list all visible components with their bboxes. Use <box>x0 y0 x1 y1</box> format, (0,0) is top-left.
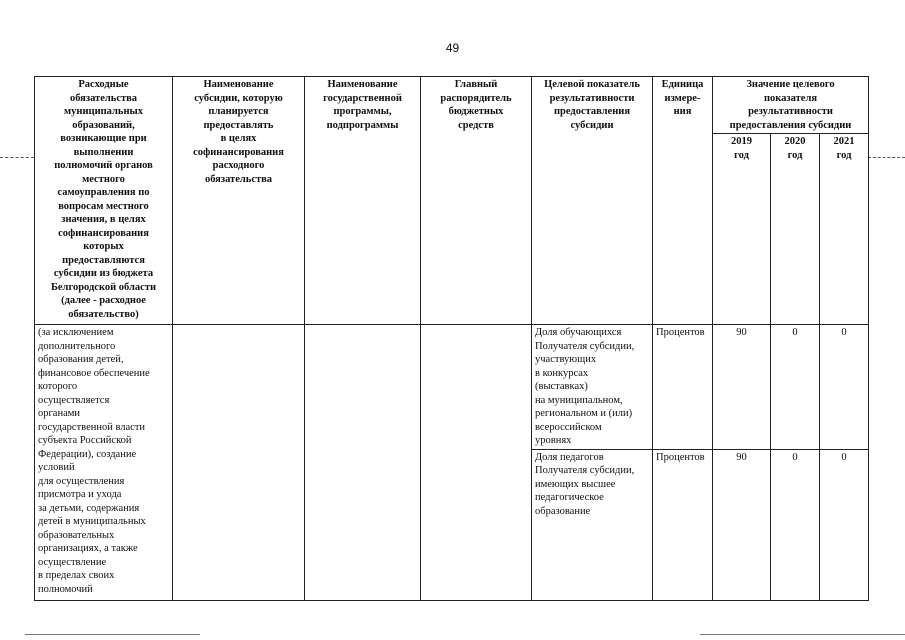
budget-manager-cell <box>421 325 532 601</box>
indicator-value-2019: 90 <box>713 325 771 450</box>
text-line: Наименование <box>203 79 274 90</box>
program-cell <box>305 325 421 601</box>
obligation-description <box>35 325 173 601</box>
text-line: предоставления субсидии <box>729 119 852 131</box>
text-line: субсидии из бюджета <box>53 268 154 279</box>
text-line: муниципальных <box>64 106 143 117</box>
text-line: предоставления <box>553 106 631 117</box>
text-line: результативности <box>748 106 833 117</box>
text-line: финансовое обеспечение <box>38 367 150 379</box>
text-line: предоставляются <box>62 254 145 266</box>
text-line: Получателя субсидии, <box>535 465 635 476</box>
indicator-name <box>532 449 653 600</box>
text-line: подпрограммы <box>326 119 399 131</box>
page-break-line-left <box>0 157 34 158</box>
text-line: показателя <box>763 92 818 104</box>
text-line: вопросам местного <box>58 200 149 212</box>
text-line: планируется <box>208 106 269 117</box>
text-line: образований, <box>72 119 135 131</box>
text-line: детей в муниципальных <box>38 516 146 527</box>
header-year-2019: 2019 год <box>713 134 771 325</box>
header-target-indicator <box>532 77 653 325</box>
text-line: дополнительного <box>38 340 116 352</box>
text-line: расходного <box>212 160 265 171</box>
text-line: субъекта Российской <box>38 435 132 446</box>
indicator-value-2020: 0 <box>771 449 820 600</box>
text-line: результативности <box>549 92 635 104</box>
indicator-value-2021: 0 <box>820 449 869 600</box>
text-line: (далее - расходное <box>61 295 146 306</box>
text-line: условий <box>38 462 75 473</box>
indicator-value-2021: 0 <box>820 325 869 450</box>
text-line: образовательных <box>38 529 115 541</box>
text-line: обязательства <box>69 92 138 104</box>
text-line: Федерации), создание <box>38 448 137 460</box>
text-line: Доля обучающихся <box>535 327 622 338</box>
text-line: софинансирования <box>193 146 284 158</box>
text-line: (выставках) <box>535 381 588 392</box>
text-line: полномочий органов <box>54 160 153 171</box>
text-line: всероссийском <box>535 421 602 433</box>
text-line: организациях, а также <box>38 543 138 554</box>
text-line: присмотра и ухода <box>38 489 122 500</box>
text-line: в целях <box>220 133 257 144</box>
text-line: обязательство) <box>68 308 139 320</box>
indicator-unit: Процентов <box>653 449 713 600</box>
text-line: уровнях <box>535 435 572 446</box>
text-line: обязательства <box>204 173 273 185</box>
header-subsidy-name <box>173 77 305 325</box>
indicator-unit: Процентов <box>653 325 713 450</box>
text-line: государственной <box>323 92 402 104</box>
text-line: за детьми, содержания <box>38 502 140 514</box>
text-line: ния <box>673 106 692 117</box>
subsidy-name-cell <box>173 325 305 601</box>
header-unit <box>653 77 713 325</box>
text-line: Доля педагогов <box>535 451 604 463</box>
scan-edge-line-left <box>25 634 200 635</box>
text-line: осуществляется <box>38 394 110 406</box>
indicator-name <box>532 325 653 450</box>
scan-edge-line-right <box>700 634 905 635</box>
text-line: осуществление <box>38 556 107 568</box>
text-line: Расходные <box>78 79 129 90</box>
text-line: которого <box>38 381 78 392</box>
text-line: Значение целевого <box>746 79 835 90</box>
header-budget-manager <box>421 77 532 325</box>
text-line: участвующих <box>535 354 597 365</box>
text-line: в пределах своих <box>38 570 115 581</box>
header-year-2021: 2021 год <box>820 134 869 325</box>
text-line: органами <box>38 408 81 419</box>
subsidy-indicator-table <box>34 76 869 601</box>
text-line: самоуправления по <box>57 187 150 198</box>
text-line: распорядитель <box>440 92 512 104</box>
text-line: средств <box>458 119 494 131</box>
text-line: имеющих высшее <box>535 478 616 490</box>
page-number: 49 <box>445 41 460 55</box>
text-line: педагогическое <box>535 492 604 503</box>
text-line: образование <box>535 505 591 517</box>
text-line: местного <box>82 173 125 185</box>
text-line: на муниципальном, <box>535 394 623 406</box>
text-line: софинансирования <box>58 227 149 239</box>
text-line: (за исключением <box>38 327 114 338</box>
header-year-2020: 2020 год <box>771 134 820 325</box>
text-line: в конкурсах <box>535 367 589 379</box>
text-line: для осуществления <box>38 475 125 487</box>
text-line: предоставлять <box>203 119 274 131</box>
text-line: Главный <box>454 79 498 90</box>
text-line: программы, <box>333 106 392 117</box>
text-line: государственной власти <box>38 421 146 433</box>
indicator-value-2019: 90 <box>713 449 771 600</box>
text-line: полномочий <box>38 583 93 595</box>
text-line: возникающие при <box>60 133 147 144</box>
text-line: бюджетных <box>448 106 504 117</box>
text-line: Белгородской области <box>50 281 157 293</box>
text-line: которых <box>83 241 124 252</box>
text-line: субсидии <box>570 119 614 131</box>
text-line: выполнении <box>73 146 134 158</box>
text-line: значения, в целях <box>61 214 146 225</box>
text-line: Наименование <box>327 79 398 90</box>
indicator-value-2020: 0 <box>771 325 820 450</box>
text-line: образования детей, <box>38 354 124 365</box>
header-program <box>305 77 421 325</box>
header-indicator-value-group <box>713 77 869 134</box>
header-obligation <box>35 77 173 325</box>
text-line: Единица <box>661 79 704 90</box>
text-line: измере- <box>664 92 701 104</box>
text-line: субсидии, которую <box>194 92 283 104</box>
text-line: Целевой показатель <box>544 79 640 90</box>
text-line: региональном и (или) <box>535 408 633 419</box>
page-break-line-right <box>868 157 905 158</box>
text-line: Получателя субсидии, <box>535 340 635 352</box>
